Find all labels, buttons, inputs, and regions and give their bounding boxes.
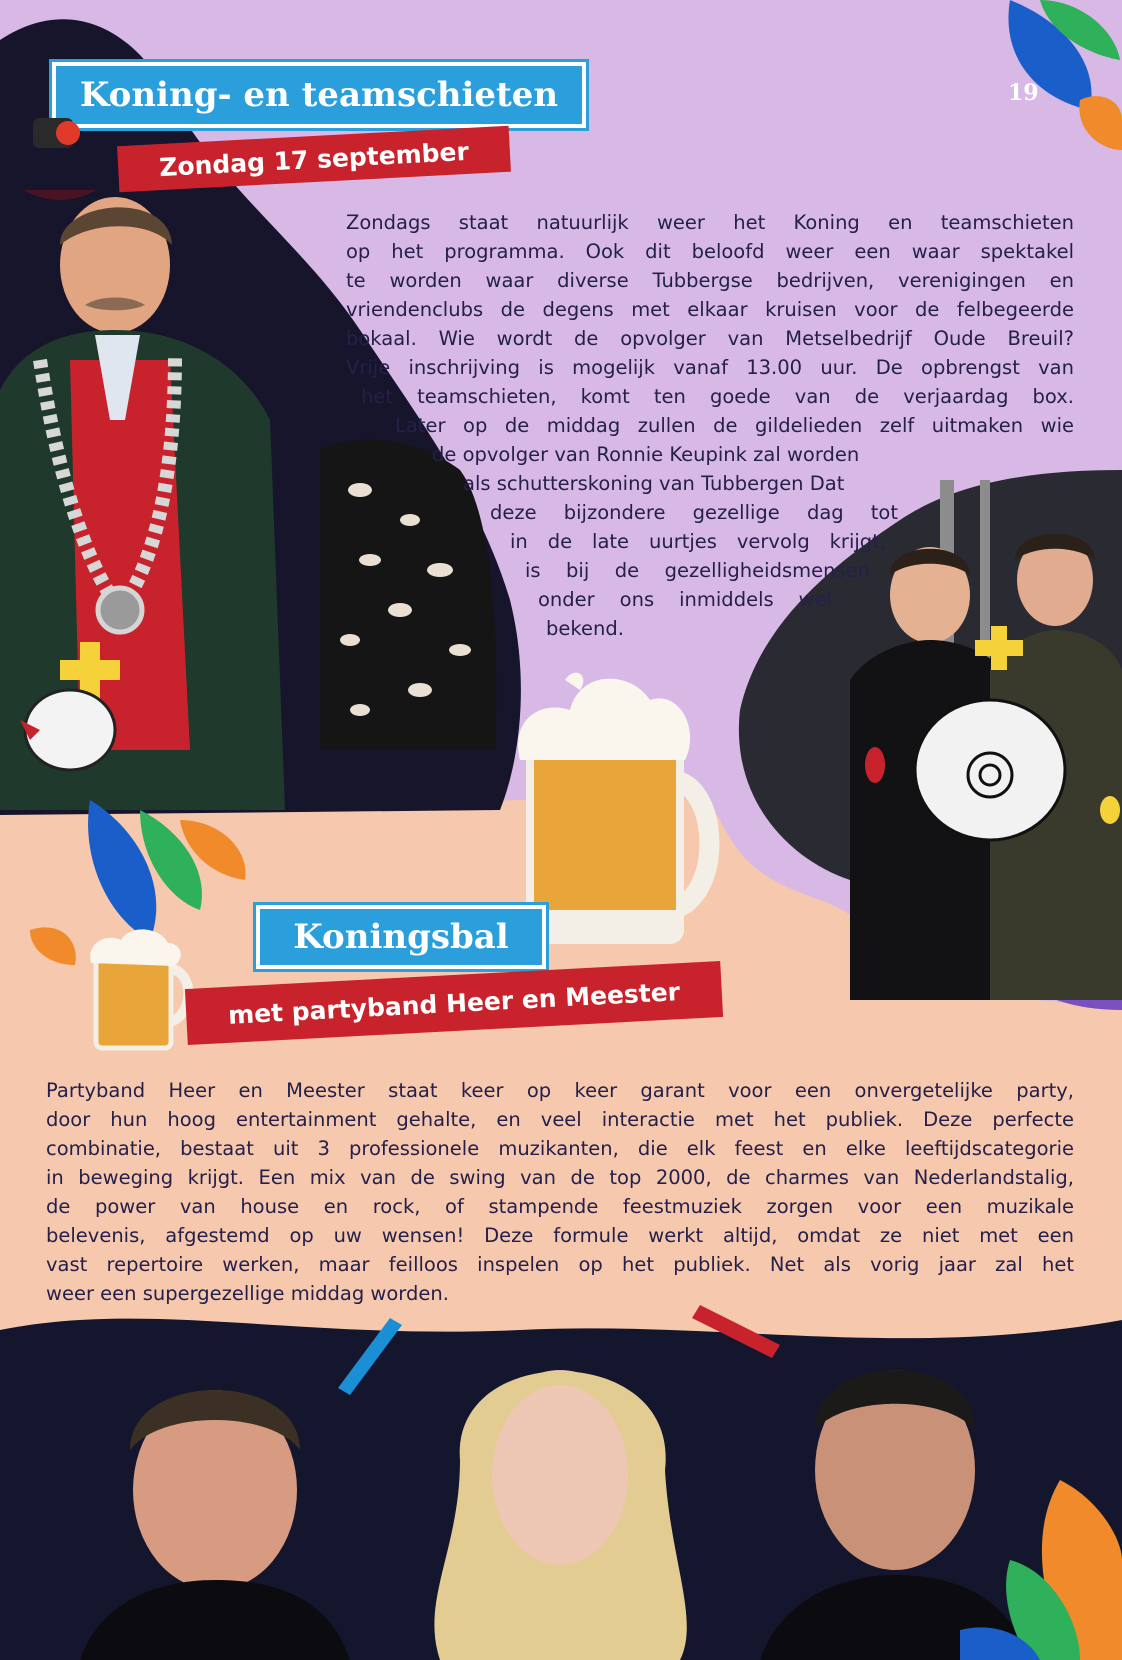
small-beer-mug-icon <box>86 928 196 1058</box>
section1-line-9: de opvolger van Ronnie Keupink zal worden <box>432 443 860 466</box>
section1-line-2: op het programma. Ook dit beloofd weer een waar spektakel <box>346 240 1074 263</box>
section2-subtitle: met partyband Heer en Meester <box>227 976 681 1030</box>
section2-title: Koningsbal <box>293 917 509 957</box>
section1-title: Koning- en teamschieten <box>79 75 559 115</box>
section1-line-5: bokaal. Wie wordt de opvolger van Metselbedrijf Oude Breuil? <box>346 327 1074 350</box>
section1-line-10: als schutterskoning van Tubbergen Dat <box>463 472 845 495</box>
section1-line-7: het teamschieten, komt ten goede van de verjaardag box. <box>361 385 1074 408</box>
section2-title-plaque <box>256 905 546 969</box>
section2-line-3: combinatie, bestaat uit 3 professionele muzikanten, die elk feest en elke leeftijdscategorie <box>46 1137 1074 1160</box>
section1-line-3: te worden waar diverse Tubbergse bedrijven, verenigingen en <box>346 269 1074 292</box>
section2-line-7: vast repertoire werken, maar feilloos inspelen op het publiek. Net als vorig jaar zal het <box>46 1253 1074 1276</box>
section1-line-12: in de late uurtjes vervolg krijgt, <box>510 530 886 553</box>
section1-line-8: Later op de middag zullen de gildelieden zelf uitmaken wie <box>395 414 1074 437</box>
section1-line-4: vriendenclubs de degens met elkaar kruisen voor de felbegeerde <box>346 298 1074 321</box>
section2-line-8: weer een supergezellige middag worden. <box>46 1282 449 1305</box>
section1-line-11: deze bijzondere gezellige dag tot <box>490 501 898 524</box>
section1-line-15: bekend. <box>546 617 624 640</box>
section1-line-6: Vrije inschrijving is mogelijk vanaf 13.00 uur. De opbrengst van <box>346 356 1074 379</box>
section2-line-2: door hun hoog entertainment gehalte, en veel interactie met het publiek. Deze perfecte <box>46 1108 1074 1131</box>
section2-line-6: belevenis, afgestemd op uw wensen! Deze formule werkt altijd, omdat ze niet met een <box>46 1224 1074 1247</box>
section2-line-5: de power van house en rock, of stampende feestmuziek zorgen voor een muzikale <box>46 1195 1074 1218</box>
section1-date: Zondag 17 september <box>158 136 470 182</box>
section2-body <box>46 1076 1074 1308</box>
section1-line-1: Zondags staat natuurlijk weer het Koning en teamschieten <box>346 211 1074 234</box>
section2-line-4: in beweging krijgt. Een mix van de swing van de top 2000, de charmes van Nederlandstalig, <box>46 1166 1074 1189</box>
leaf-decoration-top-right <box>980 0 1122 160</box>
section1-line-14: onder ons inmiddels wel <box>538 588 832 611</box>
section1-title-plaque <box>52 62 586 128</box>
section2-line-1: Partyband Heer en Meester staat keer op keer garant voor een onvergetelijke party, <box>46 1079 1074 1102</box>
stage-light-icon <box>28 110 88 160</box>
band-photo <box>0 1300 1122 1660</box>
section1-line-13: is bij de gezelligheidsmensen <box>525 559 870 582</box>
page-number: 19 <box>1008 80 1039 106</box>
